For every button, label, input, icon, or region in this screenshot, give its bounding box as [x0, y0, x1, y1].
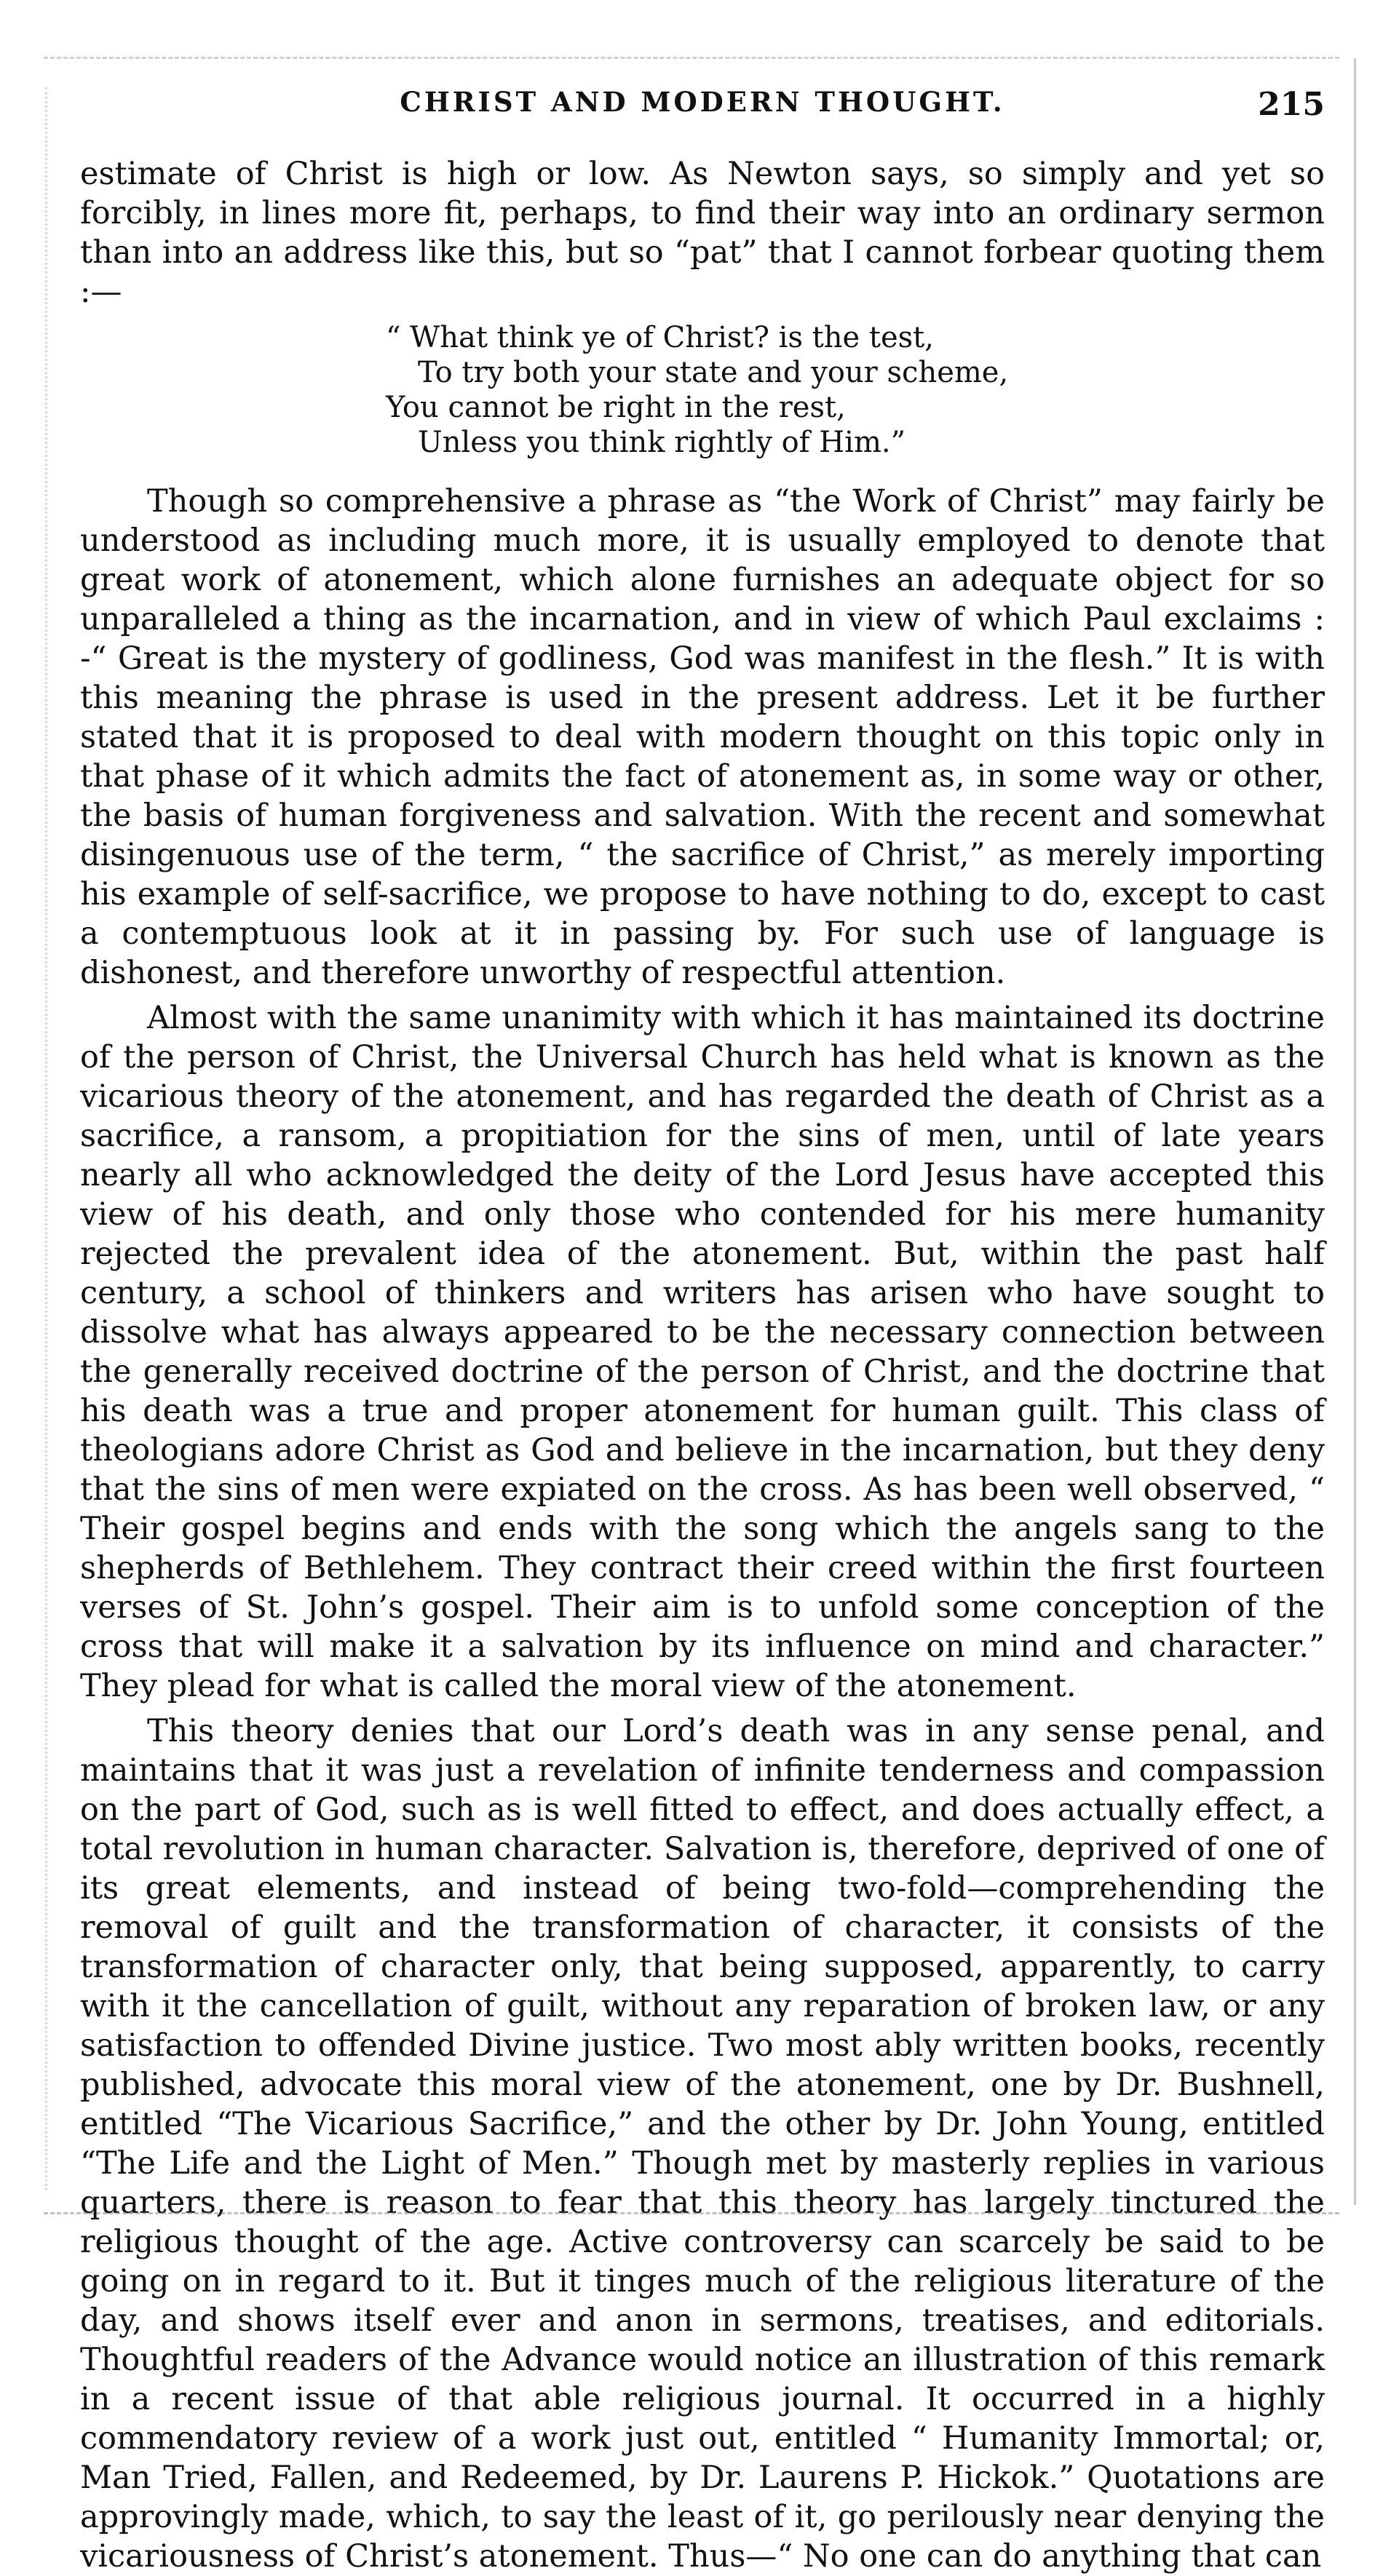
verse-line: To try both your state and your scheme,: [418, 356, 1009, 389]
top-scan-edge: [44, 57, 1339, 59]
document-body: [80, 154, 1325, 2575]
verse-line: Unless you think rightly of Him.”: [418, 426, 906, 459]
opening-paragraph: estimate of Christ is high or low. As Newton says, so simply and yet so forcibly, in lines more fit, perhaps, to find their way into an ordinary sermon than into an address like this, but so “pat” that I cannot forbear quoting them :—: [80, 156, 1325, 310]
body-paragraph-universal-church: Almost with the same unanimity with which it has maintained its doctrine of the person of Christ, the Universal Church has held what is known as the vicarious theory of the atonement, and has regarded the death of Christ as a sacrifice, a ransom, a propitiation for the sins of men, until of late years nearly all who acknowledged the deity of the Lord Jesus have accepted this view of his death, and only those who contended for his mere humanity rejected the prevalent idea of the atonement. But, within the past half century, a school of thinkers and writers has arisen who have sought to dissolve what has always appeared to be the necessary connection between the generally received doctrine of the person of Christ, and the doctrine that his death was a true and proper atonement for human guilt. This class of theologians adore Christ as God and believe in the incarnation, but they deny that the sins of men were expiated on the cross. As has been well observed, “ Their gospel begins and ends with the song which the angels sang to the shepherds of Bethlehem. They contract their creed within the first fourteen verses of St. John’s gospel. Their aim is to unfold some conception of the cross that will make it a salvation by its influence on mind and character.” They plead for what is called the moral view of the atonement.: [80, 1000, 1325, 1704]
right-scan-edge: [1354, 58, 1356, 2205]
quoted-verse: [80, 320, 1325, 460]
verse-line: “ What think ye of Christ? is the test,: [386, 321, 934, 354]
page-number: 215: [1258, 86, 1325, 123]
running-head: CHRIST AND MODERN THOUGHT.: [400, 86, 1005, 118]
body-paragraph-work-of-christ: Though so comprehensive a phrase as “the Work of Christ” may fairly be understood as including much more, it is usually employed to denote that great work of atonement, which alone furnishes an adequate object for so unparalleled a thing as the incarnation, and in view of which Paul exclaims : -“ Great is the mystery of godliness, God was manifest in the flesh.” It is with this meaning the phrase is used in the present address. Let it be further stated that it is proposed to deal with modern thought on this topic only in that phase of it which admits the fact of atonement as, in some way or other, the basis of human forgiveness and salvation. With the recent and somewhat disingenuous use of the term, “ the sacrifice of Christ,” as merely importing his example of self-sacrifice, we propose to have nothing to do, except to cast a contemptuous look at it in passing by. For such use of language is dishonest, and therefore unworthy of respectful attention.: [80, 483, 1325, 991]
body-paragraph-theory: This theory denies that our Lord’s death was in any sense penal, and maintains that it was just a revelation of infinite tenderness and compassion on the part of God, such as is well fitted to effect, and does actually effect, a total revolution in human character. Salvation is, therefore, deprived of one of its great elements, and instead of being two-fold—comprehending the removal of guilt and the transformation of character, it consists of the transformation of character only, that being supposed, apparently, to carry with it the cancellation of guilt, without any reparation of broken law, or any satisfaction to offended Divine justice. Two most ably written books, recently published, advocate this moral view of the atonement, one by Dr. Bushnell, entitled “The Vicarious Sacrifice,” and the other by Dr. John Young, entitled “The Life and the Light of Men.” Though met by masterly replies in various quarters, there is reason to fear that this theory has largely tinctured the religious thought of the age. Active controversy can scarcely be said to be going on in regard to it. But it tinges much of the religious literature of the day, and shows itself ever and anon in sermons, treatises, and editorials. Thoughtful readers of the Advance would notice an illustration of this remark in a recent issue of that able religious journal. It occurred in a highly commendatory review of a work just out, entitled “ Humanity Immortal; or, Man Tried, Fallen, and Redeemed, by Dr. Laurens P. Hickok.” Quotations are approvingly made, which, to say the least of it, go perilously near denying the vicariousness of Christ’s atonement. Thus—“ No one can do anything that can: [80, 1713, 1325, 2575]
left-scan-edge: [45, 87, 47, 2190]
page-header: [80, 86, 1325, 138]
bottom-scan-edge: [44, 2212, 1339, 2214]
verse-line: You cannot be right in the rest,: [386, 391, 846, 424]
